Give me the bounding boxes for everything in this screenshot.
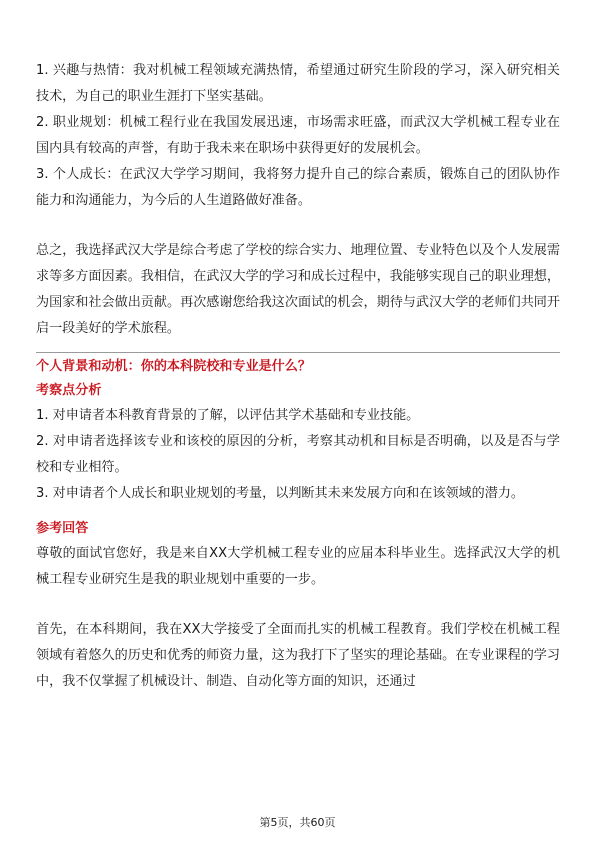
spacer xyxy=(36,214,560,238)
answer-paragraph-1: 尊敬的面试官您好，我是来自XX大学机械工程专业的应届本科毕业生。选择武汉大学的机械工程专业研究生是我的职业规划中重要的一步。 xyxy=(36,546,560,587)
conclusion-paragraph: 总之，我选择武汉大学是综合考虑了学校的综合实力、地理位置、专业特色以及个人发展需求等多方面因素。我相信，在武汉大学的学习和成长过程中，我能够实现自己的职业理想，为国家和社会做出贡献。再次感谢您给我这次面试的机会，期待与武汉大学的老师们共同开启一段美好的学术旅程。 xyxy=(36,243,560,336)
spacer xyxy=(36,507,560,517)
spacer xyxy=(36,593,560,617)
reason-item-career: 2. 职业规划：机械工程行业在我国发展迅速，市场需求旺盛，而武汉大学机械工程专业在国内具有较高的声誉，有助于我未来在职场中获得更好的发展机会。 xyxy=(36,115,560,156)
answer-heading: 参考回答 xyxy=(36,521,89,536)
reason-item-growth: 3. 个人成长：在武汉大学学习期间，我将努力提升自己的综合素质，锻炼自己的团队协作能力和沟通能力，为今后的人生道路做好准备。 xyxy=(36,167,560,208)
analysis-item-2: 2. 对申请者选择该专业和该校的原因的分析，考察其动机和目标是否明确，以及是否与学校和专业相符。 xyxy=(36,434,560,475)
reason-item-interest: 1. 兴趣与热情：我对机械工程领域充满热情，希望通过研究生阶段的学习，深入研究相关技术，为自己的职业生涯打下坚实基础。 xyxy=(36,63,560,104)
analysis-heading: 考察点分析 xyxy=(36,383,102,398)
question-title: 个人背景和动机：你的本科院校和专业是什么？ xyxy=(36,359,311,374)
analysis-item-1: 1. 对申请者本科教育背景的了解，以评估其学术基础和专业技能。 xyxy=(36,408,420,423)
page-number: 第5页，共60页 xyxy=(259,816,336,829)
page-content xyxy=(36,58,560,695)
analysis-item-3: 3. 对申请者个人成长和职业规划的考量，以判断其未来发展方向和在该领域的潜力。 xyxy=(36,486,525,501)
answer-paragraph-2: 首先，在本科期间，我在XX大学接受了全面而扎实的机械工程教育。我们学校在机械工程领域有着悠久的历史和优秀的师资力量，这为我打下了坚实的理论基础。在专业课程的学习中，我不仅掌握了机械设计、制造、自动化等方面的知识，还通过 xyxy=(36,622,560,689)
section-divider xyxy=(36,352,560,353)
